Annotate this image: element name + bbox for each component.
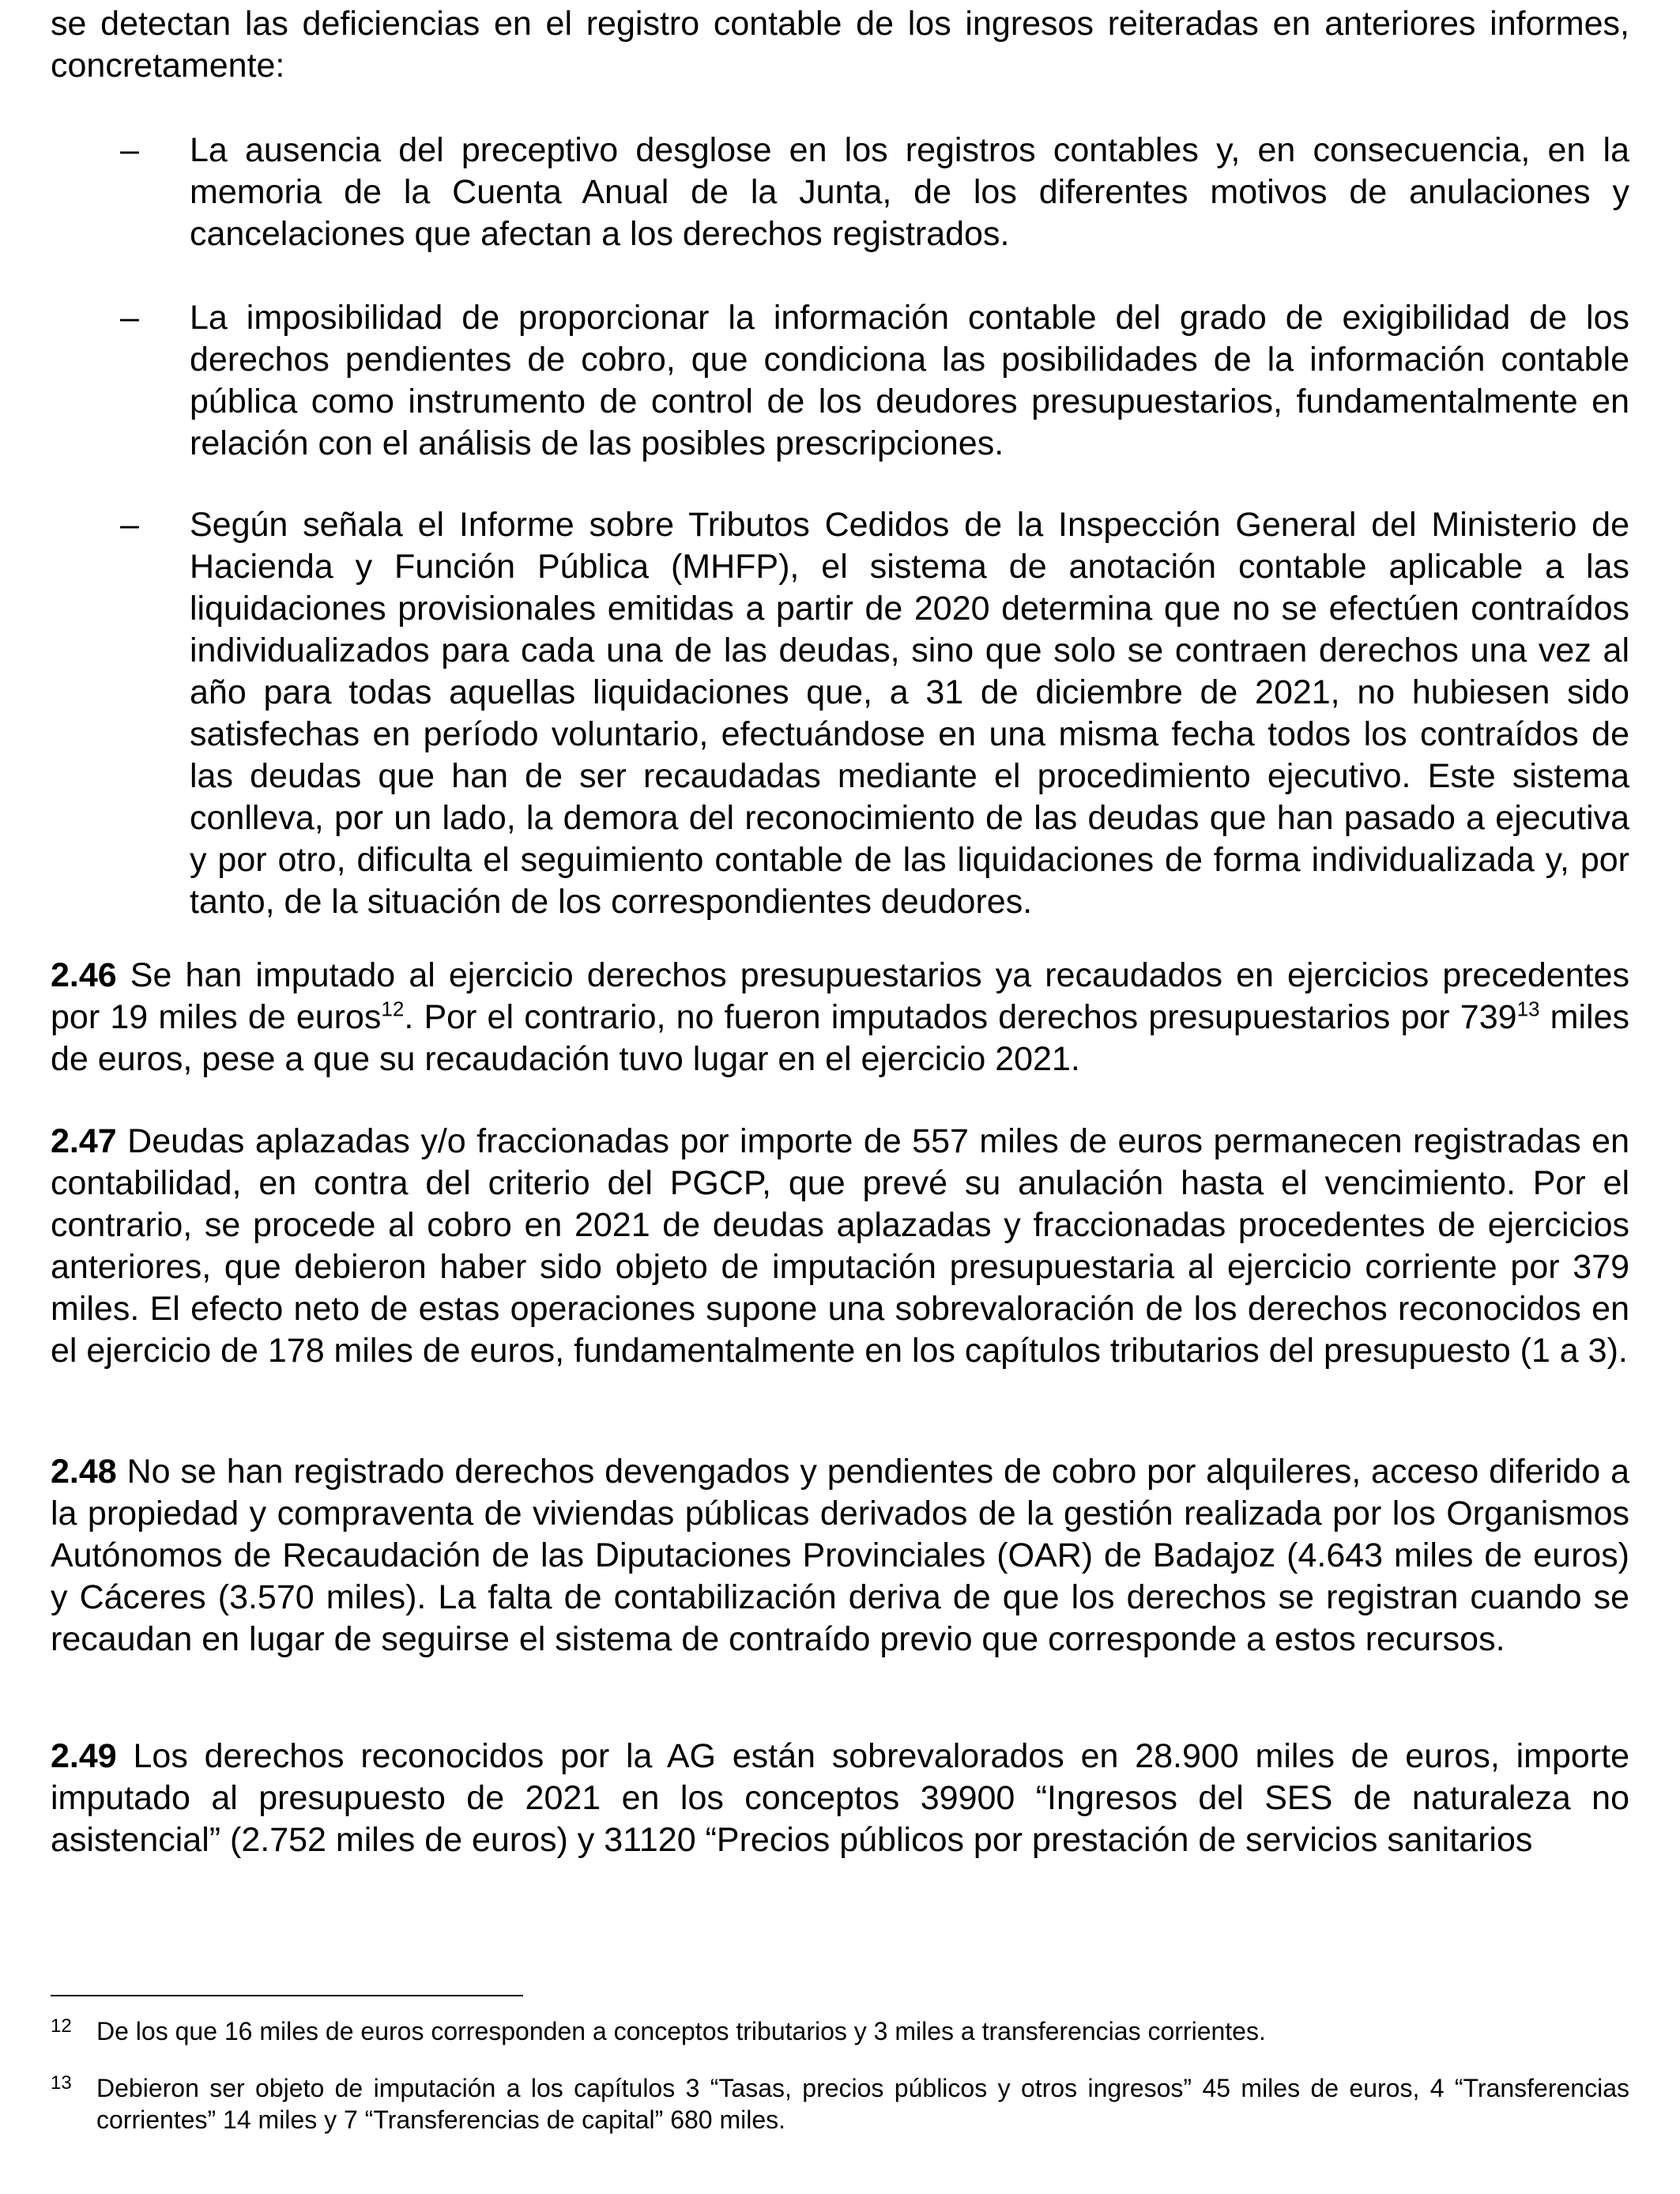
footnote-12: [51, 2015, 1629, 2047]
bullet-item: [51, 130, 1629, 255]
dash-marker: –: [120, 506, 139, 544]
paragraph-number: 2.48: [51, 1453, 117, 1491]
paragraph-number: 2.46: [51, 956, 117, 994]
paragraph-text: . Por el contrario, no fueron imputados derechos presupuestarios por 739: [404, 998, 1517, 1036]
dash-marker: –: [120, 299, 139, 337]
footnote-number: 12: [51, 2015, 72, 2037]
intro-paragraph: se detectan las deficiencias en el registro contable de los ingresos reiteradas en anteriores informes, concretamente:: [51, 5, 1629, 85]
bullet-list: [51, 130, 1629, 255]
footnote-13: [51, 2072, 1629, 2136]
paragraph-number: 2.49: [51, 1737, 117, 1775]
paragraph-2-48: [51, 1451, 1629, 1661]
bullet-text: La ausencia del preceptivo desglose en los registros contables y, en consecuencia, en la memoria de la Cuenta Anual de la Junta, de los diferentes motivos de anulaciones y cancelaciones que afectan a los derechos registrados.: [190, 131, 1629, 253]
footnote-text: Debieron ser objeto de imputación a los capítulos 3 “Tasas, precios públicos y otros ingresos” 45 miles de euros, 4 “Transferencias corrientes” 14 miles y 7 “Transferencias de capital” 680 miles.: [96, 2074, 1629, 2134]
bullet-item: [51, 504, 1629, 923]
footnote-number: 13: [51, 2072, 72, 2094]
dash-marker: –: [120, 131, 139, 169]
bullet-list-2: [51, 297, 1629, 465]
paragraph-2-47: [51, 1121, 1629, 1372]
paragraph-text: Se han imputado al ejercicio derechos presupuestarios ya recaudados en ejercicios precedentes por 19 miles de euros: [51, 956, 1629, 1036]
paragraph-text: miles de euros, pese a que su recaudación tuvo lugar en el ejercicio 2021.: [51, 998, 1629, 1078]
bullet-list-3: [51, 504, 1629, 923]
paragraph-number: 2.47: [51, 1122, 117, 1160]
bullet-item: [51, 297, 1629, 465]
footnote-ref-12[interactable]: 12: [381, 997, 405, 1021]
bullet-text: Según señala el Informe sobre Tributos Cedidos de la Inspección General del Ministerio de Hacienda y Función Pública (MHFP), el sistema de anotación contable aplicable a las liquidaciones provisionales emitidas a partir de 2020 determina que no se efectúen contraídos individualizados para cada una de las deudas, sino que solo se contraen derechos una vez al año para todas aquellas liquidaciones que, a 31 de diciembre de 2021, no hubiesen sido satisfechas en período voluntario, efectuándose en una misma fecha todos los contraídos de las deudas que han de ser recaudadas mediante el procedimiento ejecutivo. Este sistema conlleva, por un lado, la demora del reconocimiento de las deudas que han pasado a ejecutiva y por otro, dificulta el seguimiento contable de las liquidaciones de forma individualizada y, por tanto, de la situación de los correspondientes deudores.: [190, 506, 1629, 921]
paragraph-2-49: [51, 1736, 1629, 1861]
bullet-text: La imposibilidad de proporcionar la información contable del grado de exigibilidad de los derechos pendientes de cobro, que condiciona las posibilidades de la información contable pública como instrumento de control de los deudores presupuestarios, fundamentalmente en relación con el análisis de las posibles prescripciones.: [190, 299, 1629, 462]
paragraph-text: Los derechos reconocidos por la AG están sobrevalorados en 28.900 miles de euros, importe imputado al presupuesto de 2021 en los conceptos 39900 “Ingresos del SES de naturaleza no asistencial” (2.752 miles de euros) y 31120 “Precios públicos por prestación de servicios sanitarios: [51, 1737, 1629, 1859]
footnote-text: De los que 16 miles de euros corresponden a conceptos tributarios y 3 miles a transferencias corrientes.: [96, 2017, 1266, 2045]
paragraph-2-46: [51, 955, 1629, 1080]
paragraph-text: No se han registrado derechos devengados y pendientes de cobro por alquileres, acceso diferido a la propiedad y compraventa de viviendas públicas derivados de la gestión realizada por los Organismos Autónomos de Recaudación de las Diputaciones Provinciales (OAR) de Badajoz (4.643 miles de euros) y Cáceres (3.570 miles). La falta de contabilización deriva de que los derechos se registran cuando se recaudan en lugar de seguirse el sistema de contraído previo que corresponde a estos recursos.: [51, 1453, 1629, 1658]
footnote-separator: [51, 1995, 523, 1996]
paragraph-text: Deudas aplazadas y/o fraccionadas por importe de 557 miles de euros permanecen registradas en contabilidad, en contra del criterio del PGCP, que prevé su anulación hasta el vencimiento. Por el contrario, se procede al cobro en 2021 de deudas aplazadas y fraccionadas procedentes de ejercicios anteriores, que debieron haber sido objeto de imputación presupuestaria al ejercicio corriente por 379 miles. El efecto neto de estas operaciones supone una sobrevaloración de los derechos reconocidos en el ejercicio de 178 miles de euros, fundamentalmente en los capítulos tributarios del presupuesto (1 a 3).: [51, 1122, 1629, 1370]
footnote-ref-13[interactable]: 13: [1516, 997, 1540, 1021]
